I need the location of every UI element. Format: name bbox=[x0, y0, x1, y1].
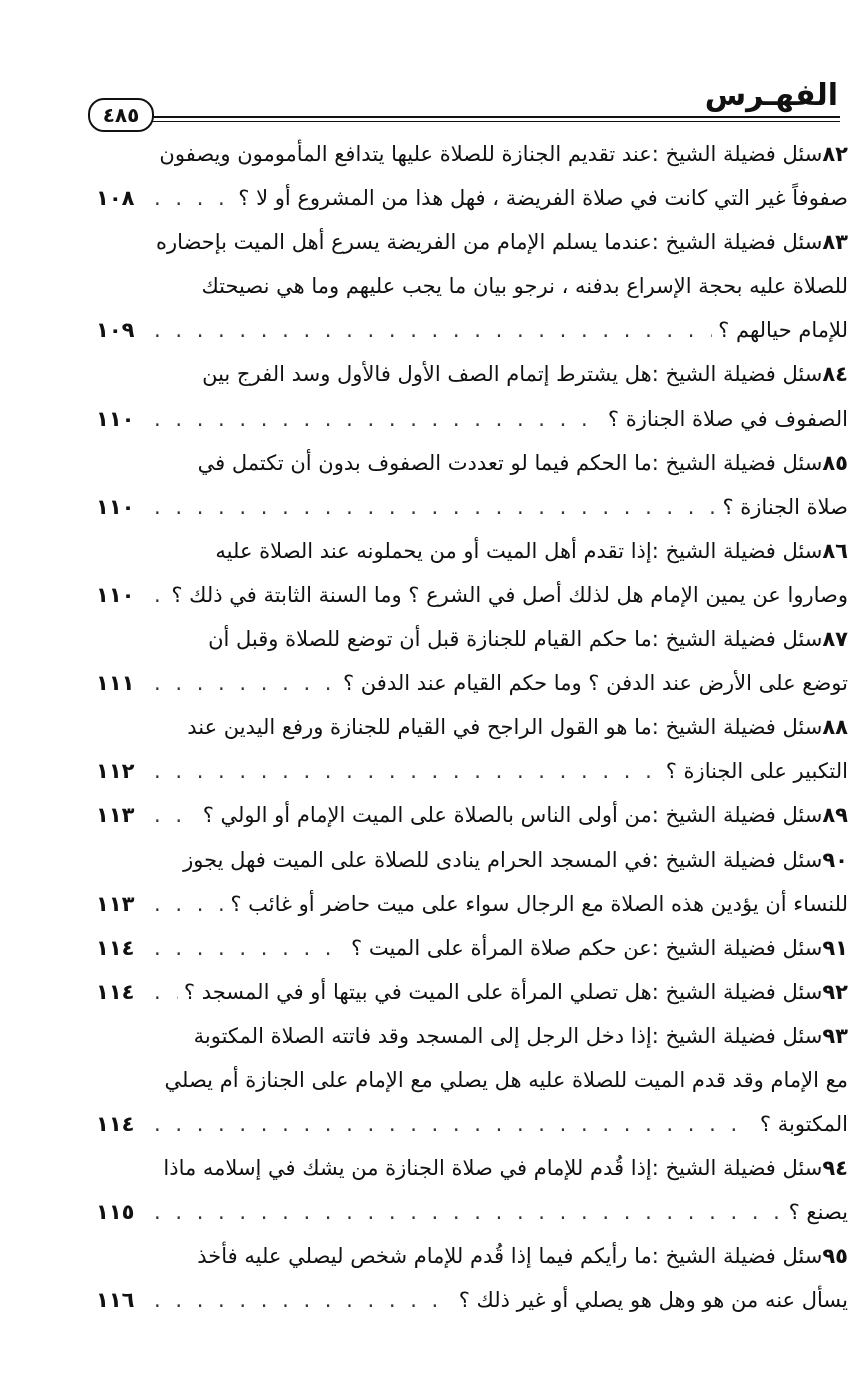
entry-line bbox=[96, 397, 848, 441]
entry-number: ٨٢ bbox=[822, 142, 848, 166]
entry-line bbox=[96, 264, 848, 308]
entry-text: ما هو القول الراجح في القيام للجنازة ورفع اليدين عند bbox=[187, 715, 652, 740]
entry-line bbox=[96, 1102, 848, 1146]
entry-line bbox=[96, 176, 848, 220]
entry-line bbox=[96, 441, 848, 485]
index-entry bbox=[96, 529, 848, 617]
dot-leader bbox=[154, 793, 197, 837]
entry-asker: سئل فضيلة الشيخ : bbox=[651, 847, 823, 872]
entry-line bbox=[96, 1278, 848, 1322]
entry-number: ٨٣ bbox=[822, 230, 848, 255]
entry-line bbox=[96, 485, 848, 529]
entry-number: ٨٨ bbox=[822, 715, 848, 740]
entry-line bbox=[96, 1234, 848, 1278]
entry-asker: سئل فضيلة الشيخ : bbox=[651, 538, 823, 563]
entry-line bbox=[96, 1014, 848, 1058]
entry-line bbox=[96, 749, 848, 793]
entry-line bbox=[96, 926, 848, 970]
page-title: الفهـرس bbox=[704, 78, 838, 113]
dot-leader bbox=[154, 882, 224, 926]
entry-number: ٨٤ bbox=[822, 362, 848, 387]
entry-line bbox=[96, 661, 848, 705]
dot-leader bbox=[154, 661, 337, 705]
entry-number: ٩٢ bbox=[822, 979, 848, 1004]
index-entry bbox=[96, 220, 848, 352]
index-entry bbox=[96, 1234, 848, 1322]
entry-text: يصنع ؟ bbox=[788, 1200, 848, 1225]
entry-text: ما رأيكم فيما إذا قُدم للإمام شخص ليصلي عليه فأخذ bbox=[197, 1244, 652, 1269]
entry-text: للإمام حيالهم ؟ bbox=[718, 318, 848, 343]
entry-asker: سئل فضيلة الشيخ : bbox=[651, 230, 823, 255]
entry-line bbox=[96, 838, 848, 882]
entry-text: إذا قُدم للإمام في صلاة الجنازة من يشك في إسلامه ماذا bbox=[163, 1156, 652, 1181]
entry-text: صلاة الجنازة ؟ bbox=[722, 494, 848, 519]
entry-page-number: ١١٤ bbox=[96, 979, 135, 1004]
entry-text: ما الحكم فيما لو تعددت الصفوف بدون أن تكتمل في bbox=[197, 450, 652, 475]
dot-leader bbox=[154, 970, 178, 1014]
entry-text: إذا دخل الرجل إلى المسجد وقد فاتته الصلاة المكتوبة bbox=[193, 1023, 652, 1048]
entry-text: هل يشترط إتمام الصف الأول فالأول وسد الفرج بين bbox=[202, 362, 652, 387]
entry-line bbox=[96, 882, 848, 926]
entry-line bbox=[96, 1058, 848, 1102]
entry-asker: سئل فضيلة الشيخ : bbox=[651, 979, 823, 1004]
entry-line bbox=[96, 970, 848, 1014]
entry-text: الصفوف في صلاة الجنازة ؟ bbox=[607, 406, 848, 431]
entry-text: من أولى الناس بالصلاة على الميت الإمام أو الولي ؟ bbox=[202, 803, 652, 828]
index-entry bbox=[96, 838, 848, 926]
entry-page-number: ١٠٨ bbox=[96, 186, 135, 211]
entry-number: ٨٩ bbox=[822, 803, 848, 828]
entry-line bbox=[96, 1190, 848, 1234]
entry-asker: سئل فضيلة الشيخ : bbox=[651, 450, 823, 475]
dot-leader bbox=[154, 1190, 783, 1234]
entry-text: عندما يسلم الإمام من الفريضة يسرع أهل الميت بإحضاره bbox=[156, 230, 652, 255]
entry-text: للنساء أن يؤدين هذه الصلاة مع الرجال سواء على ميت حاضر أو غائب ؟ bbox=[230, 891, 848, 916]
index-entry bbox=[96, 926, 848, 970]
index-entry bbox=[96, 132, 848, 220]
dot-leader bbox=[154, 485, 716, 529]
entry-text: هل تصلي المرأة على الميت في بيتها أو في المسجد ؟ bbox=[183, 979, 652, 1004]
entry-number: ٨٧ bbox=[822, 627, 848, 652]
entry-asker: سئل فضيلة الشيخ : bbox=[651, 803, 823, 828]
page-header bbox=[88, 76, 840, 126]
entry-number: ٩٤ bbox=[822, 1156, 848, 1181]
entry-text: في المسجد الحرام ينادى للصلاة على الميت فهل يجوز bbox=[183, 847, 652, 872]
dot-leader bbox=[154, 749, 660, 793]
entry-text: إذا تقدم أهل الميت أو من يحملونه عند الصلاة عليه bbox=[215, 538, 652, 563]
entry-text: للصلاة عليه بحجة الإسراع بدفنه ، نرجو بيان ما يجب عليهم وما هي نصيحتك bbox=[201, 274, 848, 299]
entry-text: مع الإمام وقد قدم الميت للصلاة عليه هل يصلي مع الإمام على الجنازة أم يصلي bbox=[164, 1067, 848, 1092]
index-entry bbox=[96, 705, 848, 793]
entry-line bbox=[96, 573, 848, 617]
entry-number: ٨٥ bbox=[822, 450, 848, 475]
entry-line bbox=[96, 529, 848, 573]
entry-asker: سئل فضيلة الشيخ : bbox=[651, 935, 823, 960]
entry-page-number: ١١١ bbox=[96, 671, 135, 696]
entry-asker: سئل فضيلة الشيخ : bbox=[651, 627, 823, 652]
entry-line bbox=[96, 352, 848, 396]
index-entry bbox=[96, 617, 848, 705]
entry-line bbox=[96, 705, 848, 749]
entry-text: توضع على الأرض عند الدفن ؟ وما حكم القيام عند الدفن ؟ bbox=[342, 671, 848, 696]
header-rule bbox=[148, 116, 840, 122]
entry-line bbox=[96, 220, 848, 264]
entry-number: ٩١ bbox=[822, 935, 848, 960]
index-entry bbox=[96, 793, 848, 837]
entry-text: عند تقديم الجنازة للصلاة عليها يتدافع المأمومون ويصفون bbox=[159, 142, 652, 166]
entry-asker: سئل فضيلة الشيخ : bbox=[651, 142, 823, 166]
index-entry bbox=[96, 1014, 848, 1146]
entry-page-number: ١١٥ bbox=[96, 1200, 135, 1225]
entry-number: ٩٥ bbox=[822, 1244, 848, 1269]
entry-number: ٩٣ bbox=[822, 1023, 848, 1048]
dot-leader bbox=[154, 308, 712, 352]
entry-page-number: ١١٣ bbox=[96, 803, 135, 828]
entry-text: ما حكم القيام للجنازة قبل أن توضع للصلاة وقبل أن bbox=[208, 627, 652, 652]
dot-leader bbox=[154, 176, 232, 220]
entry-page-number: ١١٠ bbox=[96, 406, 135, 431]
dot-leader bbox=[154, 573, 165, 617]
entry-page-number: ١٠٩ bbox=[96, 318, 135, 343]
entry-text: صفوفاً غير التي كانت في صلاة الفريضة ، فهل هذا من المشروع أو لا ؟ bbox=[238, 186, 848, 211]
entry-line bbox=[96, 308, 848, 352]
dot-leader bbox=[154, 1102, 754, 1146]
index-entry bbox=[96, 352, 848, 440]
entry-text: عن حكم صلاة المرأة على الميت ؟ bbox=[351, 935, 652, 960]
entry-number: ٩٠ bbox=[822, 847, 848, 872]
entry-line bbox=[96, 1146, 848, 1190]
entry-page-number: ١١٤ bbox=[96, 1112, 135, 1137]
entry-page-number: ١١٢ bbox=[96, 759, 135, 784]
dot-leader bbox=[154, 926, 345, 970]
entry-page-number: ١١٤ bbox=[96, 935, 135, 960]
dot-leader bbox=[154, 1278, 453, 1322]
entry-asker: سئل فضيلة الشيخ : bbox=[651, 1244, 823, 1269]
entry-page-number: ١١٣ bbox=[96, 891, 135, 916]
entry-line bbox=[96, 617, 848, 661]
entry-asker: سئل فضيلة الشيخ : bbox=[651, 1023, 823, 1048]
index-entries-list bbox=[96, 132, 848, 1323]
entry-text: المكتوبة ؟ bbox=[759, 1112, 848, 1137]
dot-leader bbox=[154, 397, 602, 441]
entry-page-number: ١١٠ bbox=[96, 494, 135, 519]
entry-asker: سئل فضيلة الشيخ : bbox=[651, 362, 823, 387]
entry-text: يسأل عنه من هو وهل هو يصلي أو غير ذلك ؟ bbox=[458, 1288, 848, 1313]
entry-text: التكبير على الجنازة ؟ bbox=[665, 759, 848, 784]
entry-page-number: ١١٦ bbox=[96, 1288, 135, 1313]
entry-number: ٨٦ bbox=[822, 538, 848, 563]
entry-asker: سئل فضيلة الشيخ : bbox=[651, 715, 823, 740]
index-entry bbox=[96, 441, 848, 529]
entry-text: وصاروا عن يمين الإمام هل لذلك أصل في الشرع ؟ وما السنة الثابتة في ذلك ؟ bbox=[171, 582, 848, 607]
index-entry bbox=[96, 970, 848, 1014]
entry-line bbox=[96, 793, 848, 837]
entry-asker: سئل فضيلة الشيخ : bbox=[651, 1156, 823, 1181]
page-number-badge: ٤٨٥ bbox=[88, 98, 154, 132]
index-entry bbox=[96, 1146, 848, 1234]
entry-line bbox=[96, 132, 848, 176]
entry-page-number: ١١٠ bbox=[96, 582, 135, 607]
